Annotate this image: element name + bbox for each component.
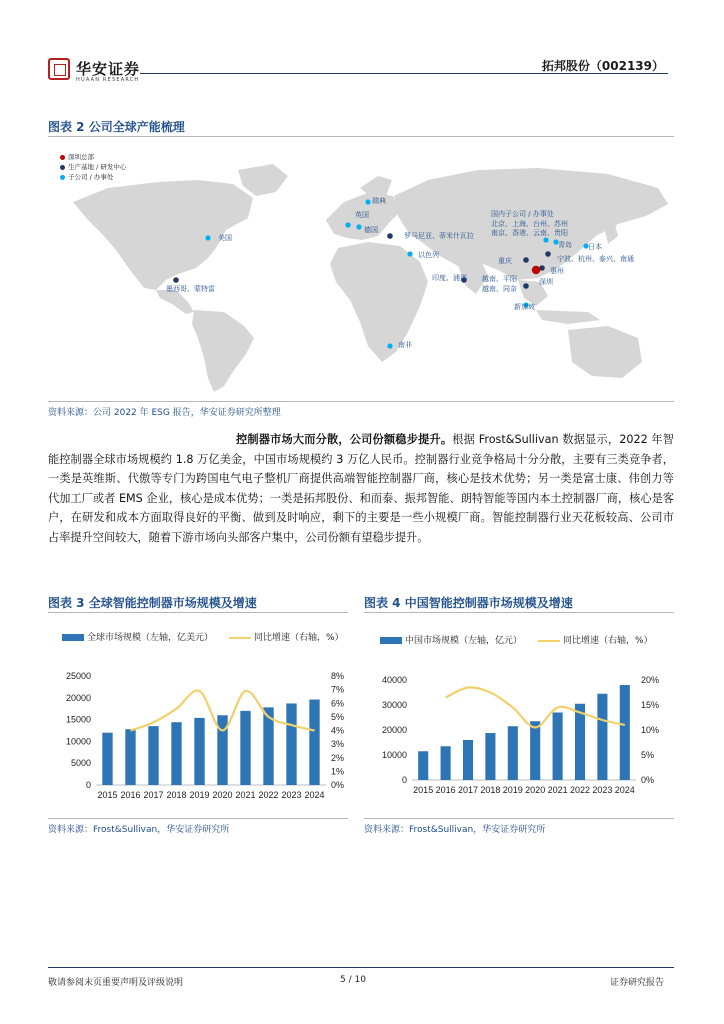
chart-china bbox=[364, 670, 676, 806]
y2-tick-label: 8% bbox=[331, 671, 345, 681]
south-america bbox=[192, 310, 254, 392]
bar bbox=[597, 694, 607, 780]
body-paragraph bbox=[48, 430, 674, 547]
legend-bar-label: 中国市场规模（左轴，亿元） bbox=[405, 636, 523, 646]
bar bbox=[309, 700, 319, 785]
map-legend bbox=[60, 152, 126, 182]
label-chongqing: 重庆 bbox=[498, 257, 512, 265]
label-singapore: 新加坡 bbox=[514, 303, 535, 311]
x-tick-label: 2020 bbox=[212, 790, 233, 800]
legend-line-label: 同比增速（右轴，%） bbox=[563, 636, 653, 646]
x-tick-label: 2021 bbox=[235, 790, 256, 800]
label-usa: 美国 bbox=[218, 234, 232, 242]
marker-domestic bbox=[543, 237, 548, 242]
x-tick-label: 2020 bbox=[525, 785, 546, 795]
y2-tick-label: 2% bbox=[331, 752, 345, 763]
figure4-source: 资料来源：Frost&Sullivan，华安证券研究所 bbox=[364, 825, 546, 835]
marker-usa bbox=[205, 235, 210, 240]
y-tick-label: 10000 bbox=[381, 750, 407, 760]
logo-icon bbox=[48, 58, 70, 80]
legend-line-label: 同比增速（右轴，%） bbox=[254, 633, 344, 643]
header-rule bbox=[140, 73, 668, 74]
y-tick-label: 5000 bbox=[70, 758, 91, 769]
bar bbox=[485, 733, 495, 780]
label-domestic-title: 国内子公司 / 办事处 bbox=[491, 210, 554, 218]
y-tick-label: 10000 bbox=[65, 736, 91, 747]
brand-name: 华安证券 bbox=[76, 60, 141, 78]
label-sweden: 瑞典 bbox=[372, 197, 386, 205]
label-romania: 罗马尼亚、蒂米什瓦拉 bbox=[404, 232, 474, 240]
label-vietnam1: 越南、平阳 bbox=[482, 275, 517, 283]
company-name: 拓邦股份（002139） bbox=[541, 59, 664, 73]
australia bbox=[568, 326, 642, 378]
y-tick-label: 25000 bbox=[65, 671, 91, 681]
marker-vietnam bbox=[523, 283, 529, 289]
legend-hq: 深圳总部 bbox=[60, 152, 126, 162]
y-tick-label: 30000 bbox=[381, 700, 407, 710]
label-qingdao: 青岛 bbox=[558, 241, 572, 249]
bar bbox=[508, 726, 518, 780]
x-tick-label: 2017 bbox=[457, 785, 479, 795]
figure4-bottom-rule bbox=[364, 818, 674, 819]
greenland bbox=[238, 164, 288, 196]
marker-south-africa bbox=[387, 343, 392, 348]
x-tick-label: 2019 bbox=[189, 790, 210, 800]
legend-bar-label: 全球市场规模（左轴，亿美元） bbox=[87, 633, 214, 643]
bar bbox=[553, 713, 563, 781]
figure2-top-rule bbox=[48, 136, 674, 137]
x-tick-label: 2023 bbox=[281, 790, 302, 800]
x-tick-label: 2023 bbox=[592, 785, 613, 795]
label-japan: 日本 bbox=[588, 243, 602, 251]
marker-israel bbox=[407, 251, 412, 256]
chart-global bbox=[48, 655, 360, 805]
marker-uk bbox=[345, 222, 350, 227]
legend-bar-swatch bbox=[62, 634, 84, 641]
bar bbox=[286, 703, 296, 785]
legend-line-swatch bbox=[229, 637, 251, 639]
y2-tick-label: 15% bbox=[641, 700, 660, 710]
label-germany: 德国 bbox=[364, 226, 378, 234]
brand-name-en: HUAAN RESEARCH bbox=[76, 77, 140, 83]
figure3-top-rule bbox=[48, 612, 348, 613]
label-shenzhen: 深圳 bbox=[539, 278, 553, 286]
bar bbox=[102, 733, 112, 785]
legend-line-swatch bbox=[538, 640, 560, 642]
label-domestic-2: 南京、香港、云南、贵阳 bbox=[491, 229, 568, 237]
bar bbox=[418, 751, 428, 780]
bar bbox=[148, 726, 158, 785]
marker-sweden bbox=[365, 199, 370, 204]
x-tick-label: 2018 bbox=[166, 790, 187, 800]
figure4-title: 图表 4 中国智能控制器市场规模及增速 bbox=[364, 596, 573, 610]
page-number: 5 / 10 bbox=[340, 975, 366, 985]
x-tick-label: 2017 bbox=[143, 790, 164, 800]
footer-rule bbox=[48, 967, 674, 968]
figure2-bottom-rule bbox=[48, 401, 674, 402]
x-tick-label: 2021 bbox=[547, 785, 568, 795]
bar bbox=[620, 685, 630, 780]
x-tick-label: 2024 bbox=[614, 785, 635, 795]
y2-tick-label: 5% bbox=[331, 711, 345, 722]
y-tick-label: 0 bbox=[401, 775, 407, 785]
africa bbox=[330, 242, 428, 362]
label-vietnam2: 越南、同奈 bbox=[482, 285, 517, 293]
footer-disclaimer: 敬请参阅末页重要声明及评级说明 bbox=[48, 978, 184, 988]
marker-germany bbox=[356, 224, 361, 229]
label-mexico: 墨西哥、蒙特雷 bbox=[166, 285, 215, 293]
x-tick-label: 2022 bbox=[258, 790, 279, 800]
y2-tick-label: 3% bbox=[331, 739, 345, 750]
marker-ningbo bbox=[545, 251, 551, 257]
paragraph-lead: 控制器市场大而分散，公司份额稳步提升。 bbox=[236, 433, 453, 446]
marker-chongqing bbox=[523, 257, 529, 263]
figure3-title: 图表 3 全球智能控制器市场规模及增速 bbox=[48, 596, 257, 610]
world-map bbox=[48, 140, 673, 395]
label-domestic-1: 北京、上海、台州、苏州 bbox=[491, 220, 568, 228]
y2-tick-label: 0% bbox=[331, 780, 345, 790]
y2-tick-label: 1% bbox=[331, 766, 345, 777]
marker-shenzhen bbox=[532, 266, 540, 274]
paragraph-text: 根据 Frost&Sullivan 数据显示，2022 年智能控制器全球市场规模约 1.8 万亿美金，中国市场规模约 3 万亿人民币。控制器行业竞争格局十分分散，主要有三类竞争者，一类是英维斯、代傲等专门为跨国电气电子整机厂商提供高端智能控制器厂商，核心是技术优势；另一类是富士康、伟创力等代加工厂或者 EMS 企业，核心是成本优势；一类是拓邦股份、和而泰、振邦智能、朗特智能等国内本土控制器厂商，核心是客户，在研发和成本方面取得良好的平衡、做到及时响应，剩下的主要是一些小规模厂商。智能控制器行业天花板较高、公司市占率提升空间较大，随着下游市场向头部客户集中，公司份额有望稳步提升。 bbox=[48, 433, 674, 544]
bar bbox=[217, 715, 227, 785]
label-uk: 英国 bbox=[355, 211, 369, 219]
bar bbox=[125, 729, 135, 785]
marker-mexico bbox=[173, 277, 179, 283]
marker-romania bbox=[387, 233, 393, 239]
x-tick-label: 2024 bbox=[304, 790, 325, 800]
label-cities: 宁波、杭州、泰兴、南通 bbox=[557, 255, 634, 263]
y2-tick-label: 5% bbox=[641, 750, 655, 760]
figure3-legend bbox=[62, 630, 344, 643]
y2-tick-label: 7% bbox=[331, 684, 345, 695]
y-tick-label: 20000 bbox=[381, 725, 407, 735]
legend-base: 生产基地 / 研发中心 bbox=[60, 162, 126, 172]
label-south-africa: 南非 bbox=[398, 341, 412, 349]
label-india: 印度、浦那 bbox=[432, 274, 467, 282]
figure4-top-rule bbox=[364, 612, 674, 613]
bar bbox=[240, 711, 250, 785]
x-tick-label: 2015 bbox=[413, 785, 434, 795]
x-tick-label: 2015 bbox=[97, 790, 118, 800]
indonesia bbox=[536, 310, 600, 324]
y2-tick-label: 0% bbox=[641, 775, 655, 785]
bar bbox=[530, 721, 540, 780]
y2-tick-label: 4% bbox=[331, 725, 345, 736]
figure3-bottom-rule bbox=[48, 818, 348, 819]
x-tick-label: 2016 bbox=[435, 785, 456, 795]
figure2-title: 图表 2 公司全球产能梳理 bbox=[48, 120, 185, 134]
figure3-source: 资料来源：Frost&Sullivan，华安证券研究所 bbox=[48, 825, 230, 835]
y-tick-label: 0 bbox=[85, 780, 91, 790]
bar bbox=[171, 722, 181, 785]
y2-tick-label: 20% bbox=[641, 675, 660, 685]
label-huizhou: 惠州 bbox=[550, 267, 564, 275]
bar bbox=[194, 718, 204, 785]
y2-tick-label: 10% bbox=[641, 725, 660, 735]
bar bbox=[441, 746, 451, 780]
footer-report-type: 证券研究报告 bbox=[609, 978, 664, 988]
y-tick-label: 40000 bbox=[381, 675, 407, 685]
y-tick-label: 15000 bbox=[65, 714, 91, 725]
figure2-source: 资料来源：公司 2022 年 ESG 报告，华安证券研究所整理 bbox=[48, 408, 281, 418]
y-tick-label: 20000 bbox=[65, 692, 91, 703]
x-tick-label: 2022 bbox=[569, 785, 591, 795]
figure4-legend bbox=[380, 633, 653, 646]
y2-tick-label: 6% bbox=[331, 698, 345, 709]
bar bbox=[575, 704, 585, 780]
x-tick-label: 2018 bbox=[480, 785, 501, 795]
label-israel: 以色列 bbox=[418, 251, 439, 259]
legend-bar-swatch bbox=[380, 637, 402, 644]
x-tick-label: 2019 bbox=[502, 785, 523, 795]
legend-office: 子公司 / 办事处 bbox=[60, 172, 126, 182]
x-tick-label: 2016 bbox=[120, 790, 141, 800]
bar bbox=[463, 740, 473, 780]
